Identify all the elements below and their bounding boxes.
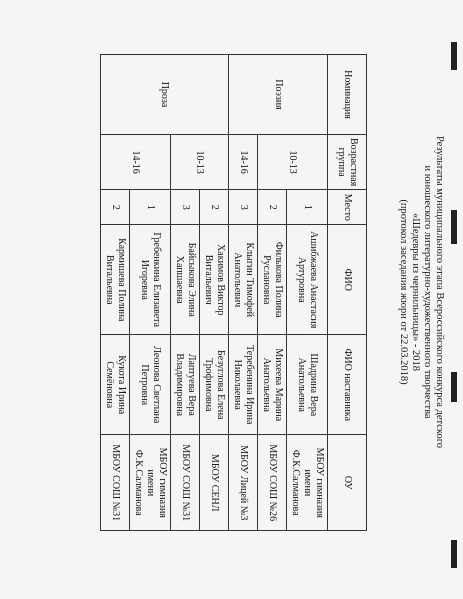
cell-place: 2 [258,190,287,225]
cell-name: Хакимов Виктор Витальевич [200,225,229,335]
cell-mentor: Безуглова Елена Трофимовна [200,335,229,435]
heading-line: Результаты муниципального этапа Всероссийского конкурса детского [434,135,445,449]
header-place: Место [328,190,367,225]
cell-school: МБОУ СОШ №26 [258,435,287,531]
cell-name: Клыгин Тимофей Анатольевич [229,225,258,335]
header-age-group: Возрастная группа [328,135,367,190]
cell-school: МБОУ Лицей №3 [229,435,258,531]
cell-mentor: Шадрина Вера Анатольевна [287,335,328,435]
cell-mentor: Теребенина Ирина Николаевна [229,335,258,435]
heading-line: и юношеского литературно-художественного творчества [422,165,433,419]
rotated-document [45,32,445,552]
cell-age-group: 14-16 [229,135,258,190]
cell-place: 1 [287,190,328,225]
cell-place: 2 [200,190,229,225]
cell-name: Байсыкова Элина Хапшаевна [171,225,200,335]
cell-mentor: Михеева Марина Анатольевна [258,335,287,435]
header-school: ОУ [328,435,367,531]
cell-nomination: Проза [101,55,229,135]
cell-school: МБОУ СОШ №31 [101,435,130,531]
cell-mentor: Леонова Светлана Петровна [130,335,171,435]
binder-mark [451,372,457,402]
cell-age-group: 10-13 [171,135,229,190]
results-table [100,54,367,531]
document-heading [375,32,445,552]
heading-line: (протокол заседания жюри от 22.03.2018) [398,199,409,385]
cell-place: 2 [101,190,130,225]
cell-school: МБОУ СОШ №31 [171,435,200,531]
cell-mentor: Кукота Ирина Семёновна [101,335,130,435]
cell-place: 3 [229,190,258,225]
header-mentor: ФИО наставника [328,335,367,435]
table-row [200,55,229,531]
heading-line: «Шедевры из чернильницы» - 2018 [410,212,421,371]
cell-school: МБОУ СЕНЛ [200,435,229,531]
cell-place: 1 [130,190,171,225]
cell-name: Гребенкина Елизавета Игоревна [130,225,171,335]
cell-school: МБОУ гимназия имени Ф.К.Салманова [130,435,171,531]
cell-nomination: Поэзия [229,55,328,135]
table-header-row [328,55,367,531]
table-row [287,55,328,531]
header-name: ФИО [328,225,367,335]
cell-name: Ашибжаева Анастасия Артуровна [287,225,328,335]
binder-mark [451,210,457,244]
cell-place: 3 [171,190,200,225]
cell-school: МБОУ гимназия имени Ф.К.Салманова [287,435,328,531]
header-nomination: Номинация [328,55,367,135]
binder-mark [451,540,457,568]
cell-name: Кармишева Полина Витальевна [101,225,130,335]
cell-age-group: 14-16 [101,135,171,190]
binder-mark [451,42,457,70]
cell-name: Филькова Полина Руслановна [258,225,287,335]
cell-mentor: Лаптуева Вера Владимировна [171,335,200,435]
cell-age-group: 10-13 [258,135,328,190]
